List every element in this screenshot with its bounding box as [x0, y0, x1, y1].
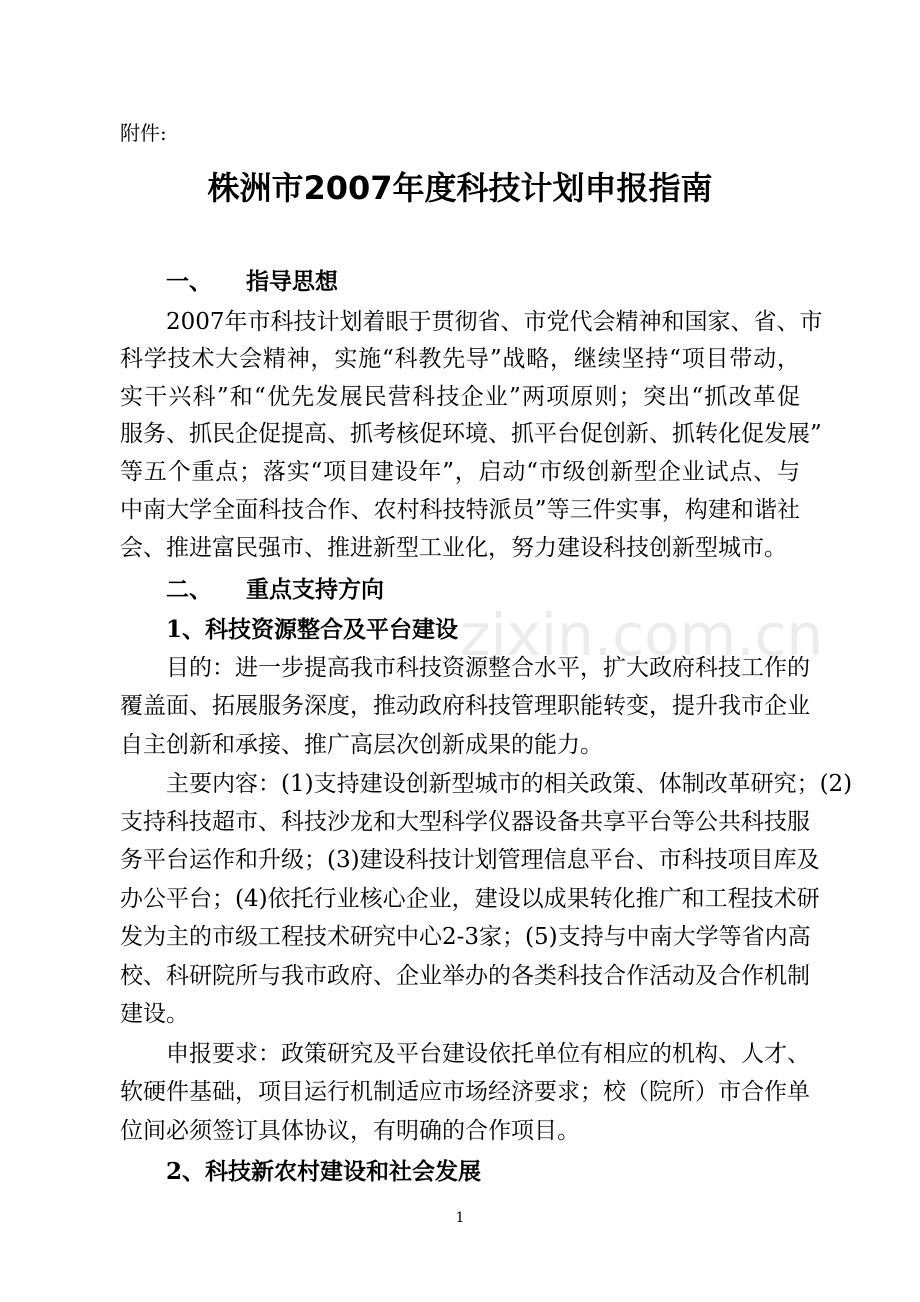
section-number: 二、	[166, 577, 212, 603]
paragraph-line: 位间必须签订具体协议，有明确的合作项目。	[120, 1118, 580, 1144]
paragraph-line: 覆盖面、拓展服务深度，推动政府科技管理职能转变，提升我市企业	[120, 693, 810, 719]
paragraph-line: 服务、抓民企促提高、抓考核促环境、抓平台促创新、抓转化促发展”	[120, 421, 822, 447]
page-number: 1	[455, 1210, 465, 1226]
paragraph-line: 软硬件基础，项目运行机制适应市场经济要求；校（院所）市合作单	[120, 1079, 810, 1105]
paragraph-line: 2007年市科技计划着眼于贯彻省、市党代会精神和国家、省、市	[166, 309, 823, 335]
paragraph-line: 自主创新和承接、推广高层次创新成果的能力。	[120, 732, 603, 758]
paragraph-line: 申报要求：政策研究及平台建设依托单位有相应的机构、人才、	[166, 1041, 810, 1067]
paragraph-line: 实干兴科”和“优先发展民营科技企业”两项原则；突出“抓改革促	[120, 384, 800, 410]
paragraph-line: 务平台运作和升级；(3)建设科技计划管理信息平台、市科技项目库及	[120, 847, 820, 873]
paragraph-line: 中南大学全面科技合作、农村科技特派员”等三件实事，构建和谐社	[120, 497, 800, 523]
subsection-heading-2: 2、科技新农村建设和社会发展	[166, 1158, 482, 1185]
paragraph-line: 办公平台；(4)依托行业核心企业，建设以成果转化推广和工程技术研	[120, 886, 820, 912]
section-number: 一、	[166, 269, 212, 295]
paragraph-line: 科学技术大会精神，实施“科教先导”战略，继续坚持“项目带动，	[120, 346, 800, 372]
paragraph-line: 目的：进一步提高我市科技资源整合水平，扩大政府科技工作的	[166, 655, 810, 681]
paragraph-line: 校、科研院所与我市政府、企业举办的各类科技合作活动及合作机制	[120, 963, 810, 989]
paragraph-line: 会、推进富民强市、推进新型工业化，努力建设科技创新型城市。	[120, 535, 787, 561]
section-heading-2	[0, 570, 920, 610]
section-heading-1	[0, 262, 920, 302]
attachment-label: 附件:	[120, 121, 167, 145]
subsection-heading-1: 1、科技资源整合及平台建设	[166, 616, 459, 643]
paragraph-line: 等五个重点；落实“项目建设年”，启动“市级创新型企业试点、与	[120, 459, 800, 485]
paragraph-line: 主要内容：(1)支持建设创新型城市的相关政策、体制改革研究；(2)	[166, 771, 853, 797]
section-title: 指导思想	[246, 269, 338, 295]
paragraph-line: 建设。	[120, 1001, 189, 1027]
document-title: 株洲市2007年度科技计划申报指南	[207, 169, 713, 207]
paragraph-line: 发为主的市级工程技术研究中心2-3家；(5)支持与中南大学等省内高	[120, 924, 811, 950]
paragraph-line: 支持科技超市、科技沙龙和大型科学仪器设备共享平台等公共科技服	[120, 809, 810, 835]
watermark: zixin.com.cn	[460, 601, 824, 669]
section-title: 重点支持方向	[246, 577, 384, 603]
